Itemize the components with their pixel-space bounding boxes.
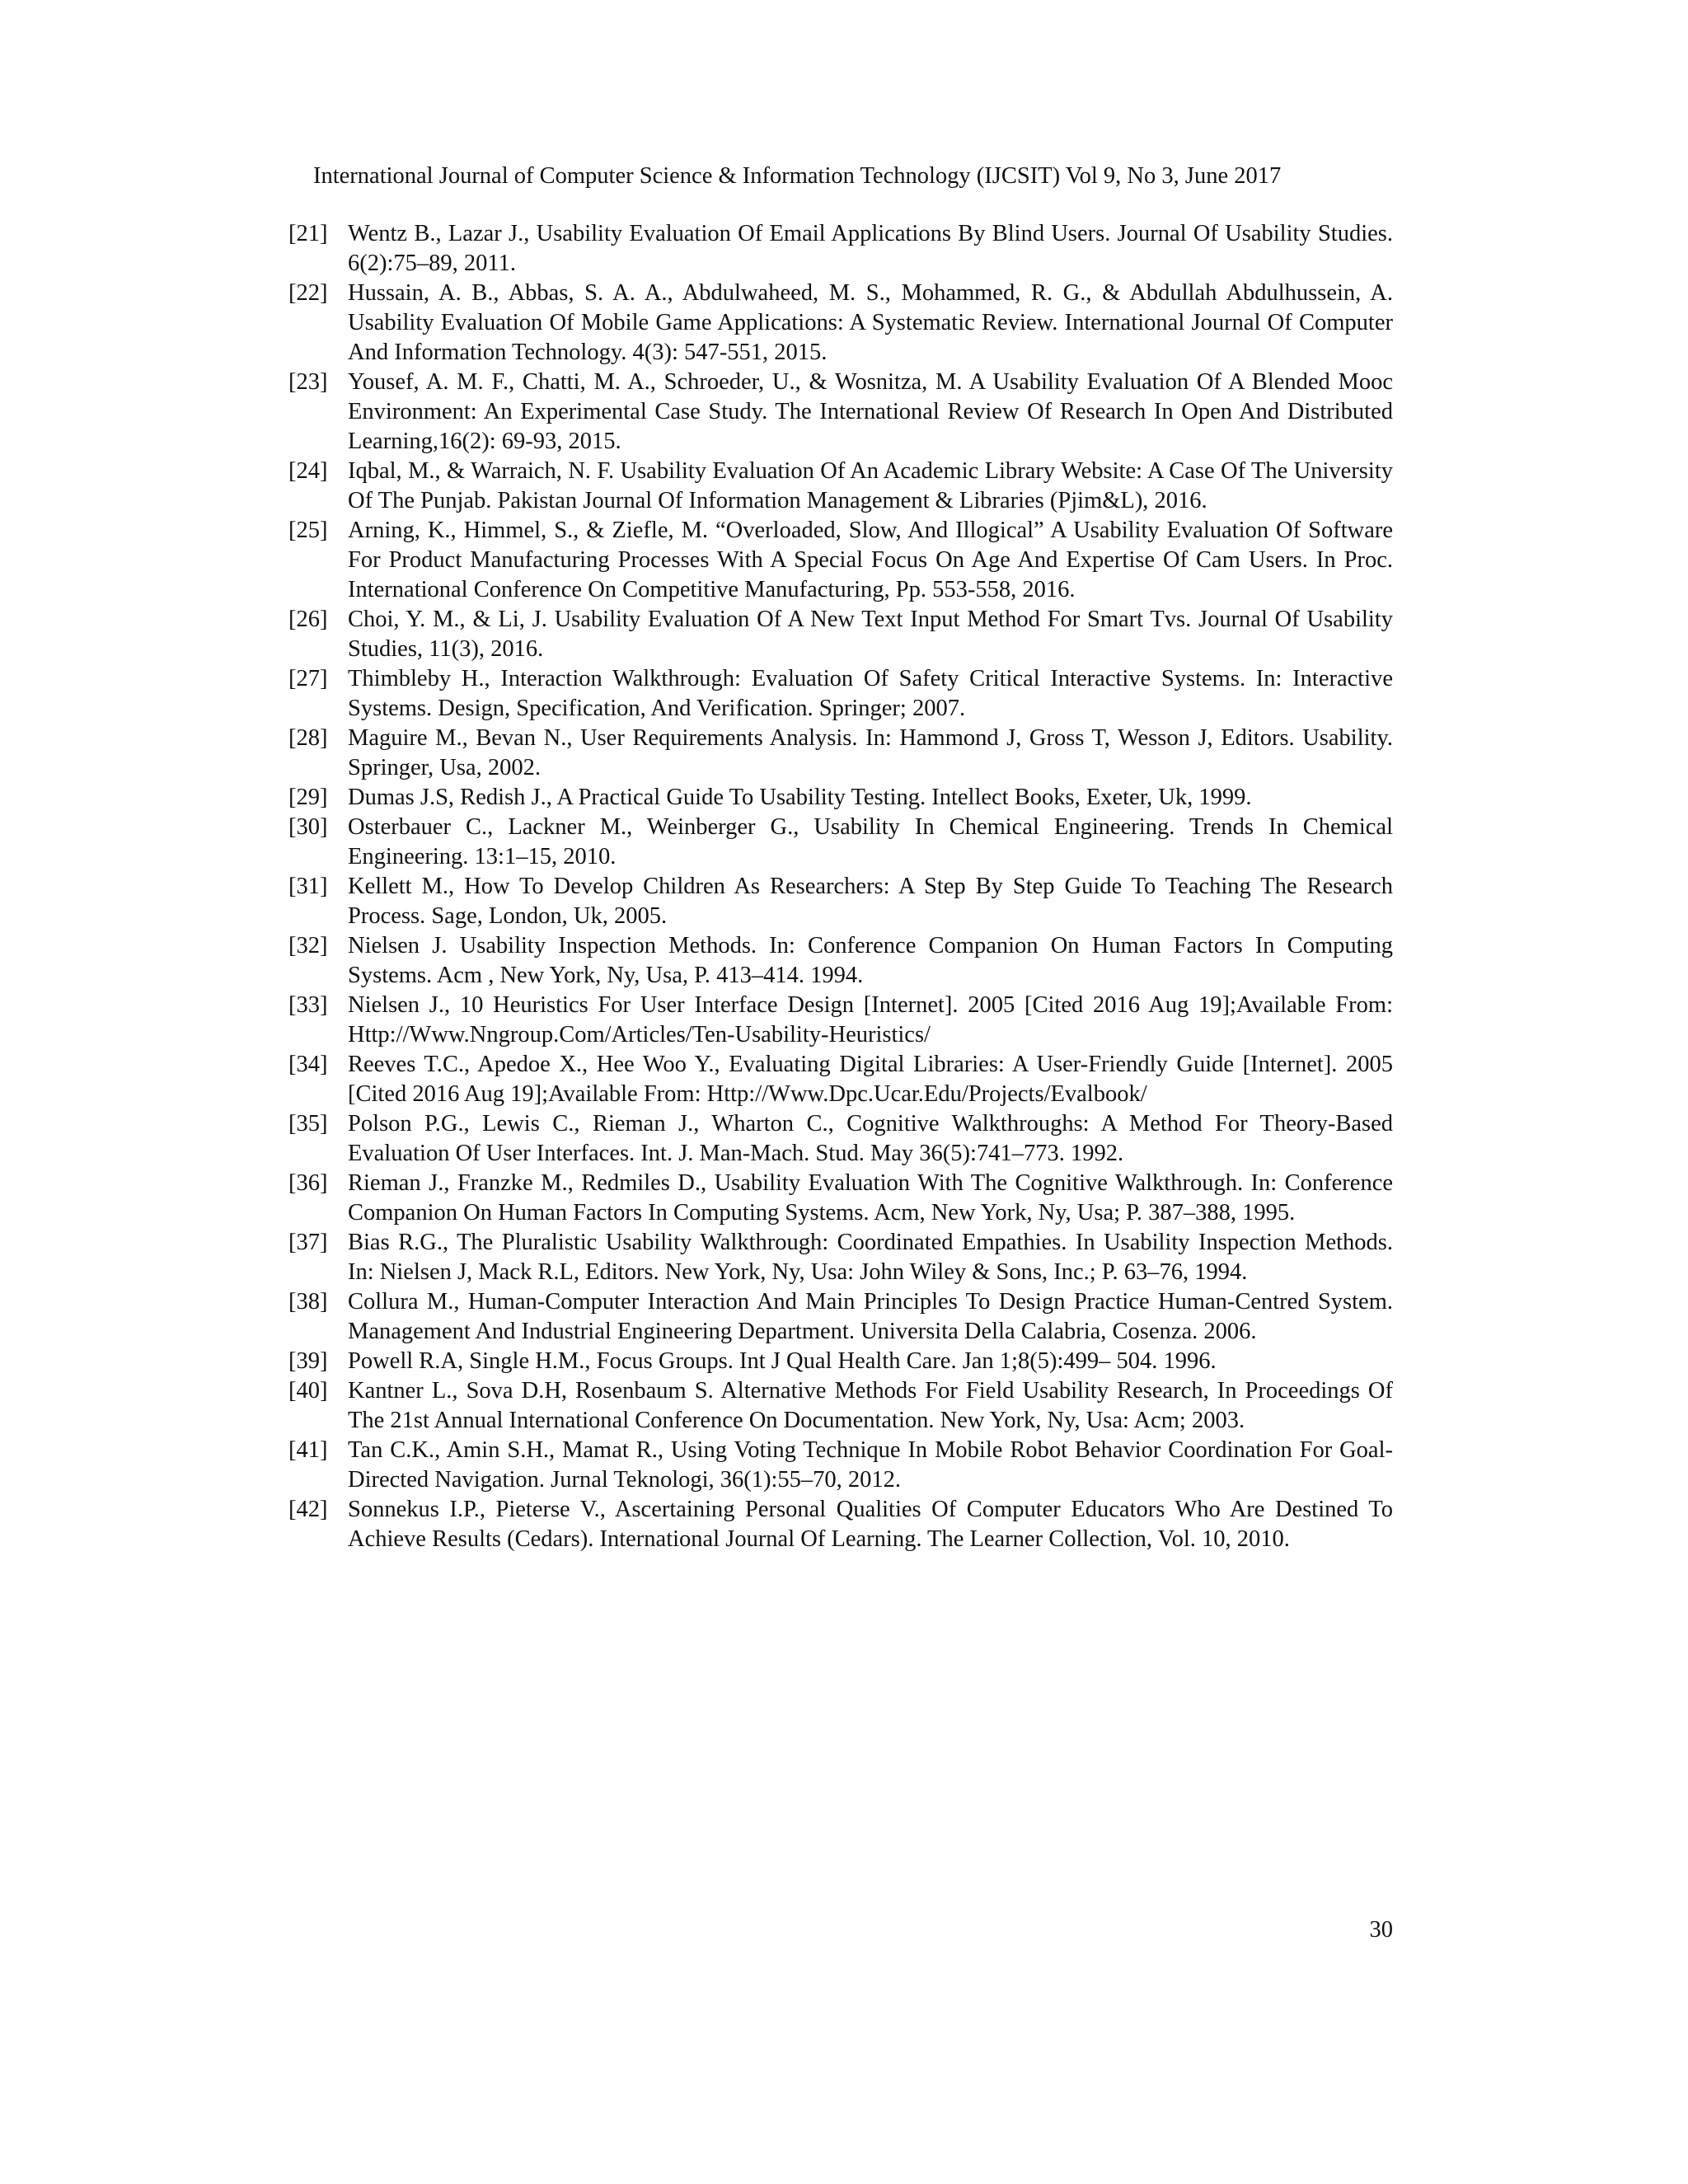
reference-text: Collura M., Human-Computer Interaction And Main Principles To Design Practice Human-Centred System. Management And Industrial Engineering Department. Universita Della Calabria, Cosenza. 2006.	[348, 1289, 1393, 1344]
reference-number: [29]	[288, 785, 328, 810]
reference-text: Maguire M., Bevan N., User Requirements Analysis. In: Hammond J, Gross T, Wesson J, Editors. Usability. Springer, Usa, 2002.	[348, 725, 1393, 780]
reference-item	[288, 872, 1393, 931]
reference-number: [25]	[288, 518, 328, 543]
reference-text: Rieman J., Franzke M., Redmiles D., Usability Evaluation With The Cognitive Walkthrough. In: Conference Companion On Human Factors In Computing Systems. Acm, New York, Ny, Usa; P. 387–388, 1995.	[348, 1170, 1393, 1226]
reference-text: Osterbauer C., Lackner M., Weinberger G., Usability In Chemical Engineering. Trends In Chemical Engineering. 13:1–15, 2010.	[348, 814, 1393, 869]
reference-text: Reeves T.C., Apedoe X., Hee Woo Y., Evaluating Digital Libraries: A User-Friendly Guide [Internet]. 2005 [Cited 2016 Aug 19];Available From: Http://Www.Dpc.Ucar.Edu/Projects/Evalbook/	[348, 1052, 1393, 1107]
page-number: 30	[1369, 1917, 1393, 1943]
reference-text: Choi, Y. M., & Li, J. Usability Evaluation Of A New Text Input Method For Smart Tvs. Journal Of Usability Studies, 11(3), 2016.	[348, 607, 1393, 662]
reference-text: Kellett M., How To Develop Children As Researchers: A Step By Step Guide To Teaching The Research Process. Sage, London, Uk, 2005.	[348, 874, 1393, 929]
reference-text: Iqbal, M., & Warraich, N. F. Usability Evaluation Of An Academic Library Website: A Case Of The University Of The Punjab. Pakistan Journal Of Information Management & Libraries (Pjim&L), 2016.	[348, 458, 1393, 513]
reference-number: [21]	[288, 221, 328, 246]
reference-item	[288, 279, 1393, 368]
reference-text: Bias R.G., The Pluralistic Usability Walkthrough: Coordinated Empathies. In Usability Inspection Methods. In: Nielsen J, Mack R.L, Editors. New York, Ny, Usa: John Wiley & Sons, Inc.; P. 63–76, 1994.	[348, 1230, 1393, 1285]
reference-number: [26]	[288, 607, 328, 632]
reference-item	[288, 516, 1393, 605]
running-header: International Journal of Computer Science & Information Technology (IJCSIT) Vol 9, No 3, June 2017	[313, 163, 1282, 189]
reference-number: [34]	[288, 1052, 328, 1077]
reference-number: [33]	[288, 992, 328, 1018]
reference-item	[288, 1228, 1393, 1287]
reference-number: [38]	[288, 1289, 328, 1315]
reference-item	[288, 991, 1393, 1050]
reference-item	[288, 1436, 1393, 1495]
reference-number: [42]	[288, 1497, 328, 1522]
reference-text: Yousef, A. M. F., Chatti, M. A., Schroeder, U., & Wosnitza, M. A Usability Evaluation Of A Blended Mooc Environment: An Experimental Case Study. The International Review Of Research In Open And Distributed Learning,16(2): 69-93, 2015.	[348, 369, 1393, 454]
reference-number: [28]	[288, 725, 328, 751]
reference-text: Sonnekus I.P., Pieterse V., Ascertaining Personal Qualities Of Computer Educators Who Are Destined To Achieve Results (Cedars). International Journal Of Learning. The Learner Collection, Vol. 10, 2010.	[348, 1497, 1393, 1552]
reference-text: Nielsen J. Usability Inspection Methods. In: Conference Companion On Human Factors In Computing Systems. Acm , New York, Ny, Usa, P. 413–414. 1994.	[348, 933, 1393, 988]
reference-number: [22]	[288, 280, 328, 306]
reference-number: [36]	[288, 1170, 328, 1196]
reference-number: [39]	[288, 1348, 328, 1374]
reference-item	[288, 1376, 1393, 1436]
reference-number: [23]	[288, 369, 328, 395]
reference-item	[288, 368, 1393, 457]
reference-number: [30]	[288, 814, 328, 840]
reference-text: Dumas J.S, Redish J., A Practical Guide To Usability Testing. Intellect Books, Exeter, Uk, 1999.	[348, 785, 1252, 810]
reference-text: Powell R.A, Single H.M., Focus Groups. Int J Qual Health Care. Jan 1;8(5):499– 504. 1996.	[348, 1348, 1217, 1374]
reference-item	[288, 605, 1393, 664]
reference-item	[288, 1169, 1393, 1228]
reference-number: [35]	[288, 1111, 328, 1137]
reference-number: [31]	[288, 874, 328, 899]
reference-item	[288, 1347, 1393, 1376]
reference-item	[288, 931, 1393, 991]
reference-item	[288, 219, 1393, 279]
reference-number: [27]	[288, 666, 328, 691]
reference-item	[288, 1050, 1393, 1109]
reference-text: Nielsen J., 10 Heuristics For User Interface Design [Internet]. 2005 [Cited 2016 Aug 19];Available From: Http://Www.Nngroup.Com/Articles/Ten-Usability-Heuristics/	[348, 992, 1393, 1047]
reference-item	[288, 1495, 1393, 1554]
reference-item	[288, 724, 1393, 783]
reference-item	[288, 1287, 1393, 1347]
reference-number: [40]	[288, 1378, 328, 1404]
reference-text: Wentz B., Lazar J., Usability Evaluation Of Email Applications By Blind Users. Journal Of Usability Studies. 6(2):75–89, 2011.	[348, 221, 1393, 276]
reference-number: [24]	[288, 458, 328, 484]
reference-text: Tan C.K., Amin S.H., Mamat R., Using Voting Technique In Mobile Robot Behavior Coordination For Goal-Directed Navigation. Jurnal Teknologi, 36(1):55–70, 2012.	[348, 1437, 1393, 1493]
reference-item	[288, 457, 1393, 516]
reference-number: [32]	[288, 933, 328, 958]
reference-item	[288, 783, 1393, 813]
reference-number: [41]	[288, 1437, 328, 1463]
reference-item	[288, 1109, 1393, 1169]
reference-item	[288, 664, 1393, 724]
reference-item	[288, 813, 1393, 872]
reference-text: Kantner L., Sova D.H, Rosenbaum S. Alternative Methods For Field Usability Research, In Proceedings Of The 21st Annual International Conference On Documentation. New York, Ny, Usa: Acm; 2003.	[348, 1378, 1393, 1433]
reference-text: Hussain, A. B., Abbas, S. A. A., Abdulwaheed, M. S., Mohammed, R. G., & Abdullah Abdulhussein, A. Usability Evaluation Of Mobile Game Applications: A Systematic Review. International Journal Of Computer And Information Technology. 4(3): 547-551, 2015.	[348, 280, 1393, 365]
reference-text: Thimbleby H., Interaction Walkthrough: Evaluation Of Safety Critical Interactive Systems. In: Interactive Systems. Design, Specification, And Verification. Springer; 2007.	[348, 666, 1393, 721]
reference-list	[288, 219, 1393, 1554]
reference-number: [37]	[288, 1230, 328, 1255]
reference-text: Arning, K., Himmel, S., & Ziefle, M. “Overloaded, Slow, And Illogical” A Usability Evaluation Of Software For Product Manufacturing Processes With A Special Focus On Age And Expertise Of Cam Users. In Proc. International Conference On Competitive Manufacturing, Pp. 553-558, 2016.	[348, 518, 1393, 602]
reference-text: Polson P.G., Lewis C., Rieman J., Wharton C., Cognitive Walkthroughs: A Method For Theory-Based Evaluation Of User Interfaces. Int. J. Man-Mach. Stud. May 36(5):741–773. 1992.	[348, 1111, 1393, 1166]
